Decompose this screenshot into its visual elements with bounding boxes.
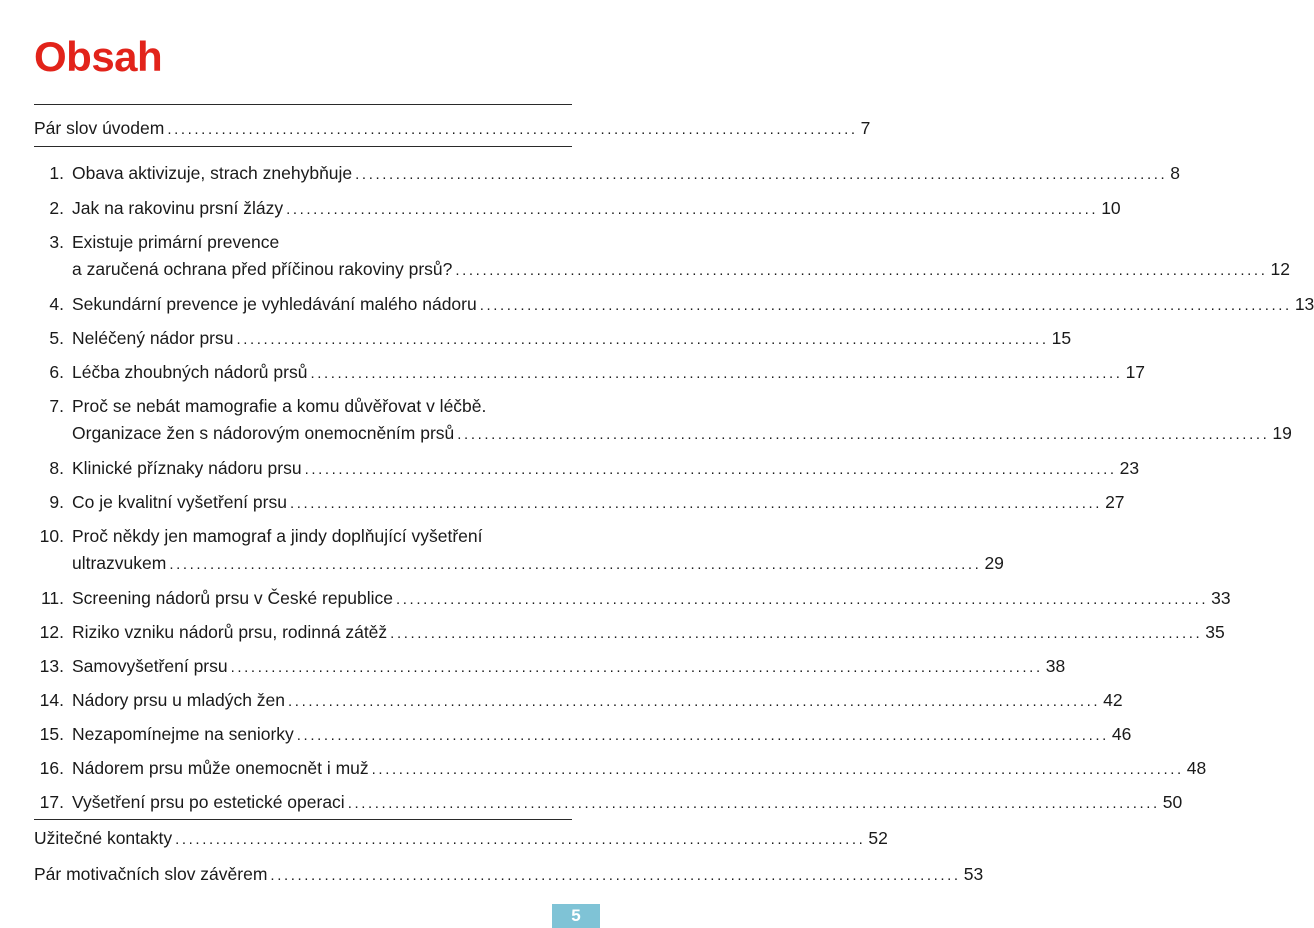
toc-entry-number: 4. — [49, 294, 64, 314]
toc-entry-text: Neléčený nádor prsu — [72, 328, 234, 348]
toc-entry-text: Nádorem prsu může onemocnět i muž — [72, 758, 369, 778]
toc-entry-number: 13. — [39, 656, 64, 676]
toc-entry-page: 7 — [860, 118, 871, 138]
separator-top — [34, 104, 572, 105]
toc-entry — [72, 588, 1231, 608]
leader-dots: ........................................................................................................................ — [390, 625, 1203, 642]
page-title: Obsah — [34, 33, 163, 80]
toc-entry-text: Sekundární prevence je vyhledávání malého nádoru — [72, 294, 477, 314]
toc-entry-number: 15. — [39, 724, 64, 744]
leader-dots: ........................................................................................................................ — [355, 166, 1168, 183]
toc-entry-text: Léčba zhoubných nádorů prsů — [72, 362, 308, 382]
separator-intro — [34, 146, 572, 147]
toc-entry-page: 23 — [1119, 458, 1140, 478]
leader-dots: ...................................................................................................... — [167, 121, 858, 138]
toc-entry-text: Nezapomínejme na seniorky — [72, 724, 294, 744]
leader-dots: ........................................................................................................................ — [396, 591, 1209, 608]
toc-entry — [72, 724, 1132, 744]
leader-dots: ........................................................................................................................ — [455, 262, 1268, 279]
toc-entry-closing — [34, 864, 984, 884]
toc-entry-number: 9. — [49, 492, 64, 512]
toc-entry-page: 15 — [1051, 328, 1072, 348]
toc-entry — [72, 792, 1183, 812]
leader-dots: ........................................................................................................................ — [288, 693, 1101, 710]
toc-entry-number: 5. — [49, 328, 64, 348]
toc-entry-number: 7. — [49, 396, 64, 416]
toc-entry-text: Pár slov úvodem — [34, 118, 165, 138]
toc-entry-number: 17. — [39, 792, 64, 812]
toc-entry-page: 33 — [1211, 588, 1231, 608]
toc-entry-page: 38 — [1045, 656, 1066, 676]
toc-entry-text: Obava aktivizuje, strach znehybňuje — [72, 163, 353, 183]
toc-entry-page: 42 — [1103, 690, 1123, 710]
toc-entry-text: Jak na rakovinu prsní žlázy — [72, 198, 284, 218]
toc-entry — [72, 492, 1125, 512]
toc-entry-page: 19 — [1272, 423, 1292, 443]
leader-dots: ........................................................................................................................ — [289, 495, 1103, 512]
toc-entry — [72, 163, 1180, 183]
toc-entry — [72, 553, 1004, 573]
toc-entry-text: Screening nádorů prsu v České republice — [72, 588, 394, 608]
toc-entry-text: Proč se nebát mamografie a komu důvěřovat v léčbě. — [72, 396, 487, 416]
toc-entry-contacts — [34, 828, 888, 848]
toc-entry-text: Samovyšetření prsu — [72, 656, 228, 676]
leader-dots: ........................................................................................................................ — [296, 727, 1109, 744]
toc-entry-page: 35 — [1205, 622, 1225, 642]
toc-entry-page: 29 — [984, 553, 1004, 573]
toc-entry — [72, 259, 1290, 279]
toc-entry-text: Vyšetření prsu po estetické operaci — [72, 792, 345, 812]
toc-entry-page: 13 — [1294, 294, 1314, 314]
toc-entry-number: 3. — [49, 232, 64, 252]
page-number: 5 — [571, 906, 581, 925]
toc-entry — [72, 198, 1121, 218]
leader-dots: ........................................................................................................................ — [230, 659, 1043, 676]
toc-entry-number: 8. — [49, 458, 64, 478]
leader-dots: ........................................................................................................................ — [169, 556, 982, 573]
page-number-tab — [552, 904, 600, 928]
toc-entry — [72, 362, 1146, 382]
toc-entry — [72, 656, 1066, 676]
toc-entry-number: 6. — [49, 362, 64, 382]
toc-entry-page: 8 — [1170, 163, 1180, 183]
toc-entry-page: 17 — [1125, 362, 1146, 382]
toc-entry-text: ultrazvukem — [72, 553, 167, 573]
toc-entry-page: 48 — [1186, 758, 1207, 778]
leader-dots: ...................................................................................................... — [175, 831, 866, 848]
leader-dots: ...................................................................................................... — [270, 867, 961, 884]
toc-entry — [72, 423, 1292, 443]
leader-dots: ........................................................................................................................ — [310, 365, 1123, 382]
toc-entry-text: Užitečné kontakty — [34, 828, 173, 848]
toc-entry-text: a zaručená ochrana před příčinou rakoviny prsů? — [72, 259, 453, 279]
toc-entry — [72, 758, 1207, 778]
toc-entry-text: Klinické příznaky nádoru prsu — [72, 458, 302, 478]
toc-entry-text: Existuje primární prevence — [72, 232, 280, 252]
toc-entry-page: 10 — [1101, 198, 1121, 218]
toc-entry-number: 16. — [39, 758, 64, 778]
toc-entry-page: 53 — [963, 864, 984, 884]
toc-entry — [72, 458, 1140, 478]
toc-entry-page: 12 — [1270, 259, 1290, 279]
leader-dots: ........................................................................................................................ — [286, 201, 1099, 218]
toc-entry — [72, 328, 1072, 348]
leader-dots: ........................................................................................................................ — [304, 461, 1117, 478]
toc-entry-text: Nádory prsu u mladých žen — [72, 690, 286, 710]
leader-dots: ........................................................................................................................ — [371, 761, 1184, 778]
toc-entry-number: 2. — [49, 198, 64, 218]
toc-entry-text: Co je kvalitní vyšetření prsu — [72, 492, 287, 512]
toc-entry-intro — [34, 118, 871, 138]
toc-entry-number: 10. — [39, 526, 64, 546]
toc-entry — [72, 622, 1225, 642]
leader-dots: ........................................................................................................................ — [347, 795, 1160, 812]
toc-entry — [72, 690, 1123, 710]
toc-entry-text: Organizace žen s nádorovým onemocněním prsů — [72, 423, 455, 443]
toc-entry-page: 52 — [868, 828, 888, 848]
toc-entry-page: 50 — [1162, 792, 1183, 812]
toc-entry-number: 11. — [40, 588, 64, 608]
toc-entry-page: 27 — [1105, 492, 1125, 512]
leader-dots: ........................................................................................................................ — [236, 331, 1049, 348]
leader-dots: ........................................................................................................................ — [457, 426, 1270, 443]
toc-entry-text: Proč někdy jen mamograf a jindy doplňující vyšetření — [72, 526, 483, 546]
leader-dots: ........................................................................................................................ — [479, 297, 1292, 314]
toc-entry-number: 12. — [39, 622, 64, 642]
toc-entry-page: 46 — [1111, 724, 1132, 744]
toc-entry-text: Pár motivačních slov závěrem — [34, 864, 268, 884]
toc-entry-number: 1. — [49, 163, 64, 183]
toc-entry-number: 14. — [39, 690, 64, 710]
toc-entry-text: Riziko vzniku nádorů prsu, rodinná zátěž — [72, 622, 388, 642]
separator-bottom — [34, 819, 572, 820]
toc-entry — [72, 294, 1314, 314]
